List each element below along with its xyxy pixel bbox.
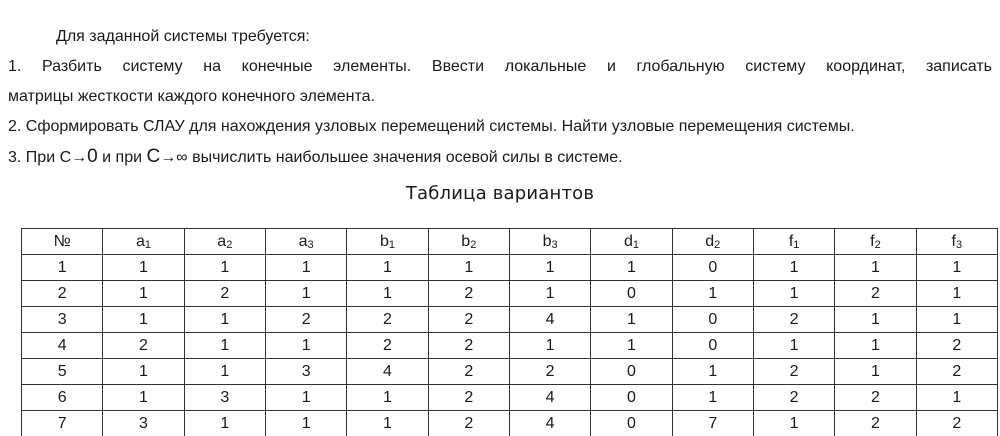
task-item-1-line-2: матрицы жесткости каждого конечного элемента. bbox=[0, 82, 992, 112]
table-cell: 1 bbox=[591, 333, 672, 359]
table-row bbox=[22, 281, 998, 307]
column-header-label: f bbox=[789, 233, 793, 250]
table-cell: 1 bbox=[591, 255, 672, 281]
table-row bbox=[22, 359, 998, 385]
table-cell: 1 bbox=[184, 359, 265, 385]
task-item-3-part-2: и при bbox=[98, 149, 147, 166]
table-cell: 3 bbox=[103, 411, 184, 436]
variant-number-cell: 1 bbox=[22, 255, 103, 281]
column-header bbox=[428, 229, 509, 255]
table-cell: 1 bbox=[835, 333, 916, 359]
column-header-label: a bbox=[136, 233, 145, 250]
table-cell: 1 bbox=[265, 385, 346, 411]
column-header-label: f bbox=[952, 233, 956, 250]
table-row bbox=[22, 255, 998, 281]
table-cell: 2 bbox=[347, 307, 428, 333]
column-header bbox=[184, 229, 265, 255]
table-cell: 1 bbox=[265, 255, 346, 281]
table-cell: 1 bbox=[753, 255, 834, 281]
table-cell: 1 bbox=[672, 385, 753, 411]
column-header bbox=[591, 229, 672, 255]
variant-number-cell: 4 bbox=[22, 333, 103, 359]
table-cell: 2 bbox=[184, 281, 265, 307]
table-cell: 2 bbox=[265, 307, 346, 333]
table-cell: 1 bbox=[184, 307, 265, 333]
column-header bbox=[22, 229, 103, 255]
variant-number-cell: 3 bbox=[22, 307, 103, 333]
table-cell: 4 bbox=[347, 359, 428, 385]
table-cell: 1 bbox=[753, 333, 834, 359]
table-cell: 0 bbox=[672, 255, 753, 281]
table-cell: 1 bbox=[265, 281, 346, 307]
table-cell: 2 bbox=[916, 359, 997, 385]
table-cell: 1 bbox=[916, 281, 997, 307]
table-cell: 1 bbox=[672, 359, 753, 385]
task-item-2: 2. Сформировать СЛАУ для нахождения узловых перемещений системы. Найти узловые перемещения системы. bbox=[0, 112, 992, 142]
table-cell: 1 bbox=[672, 281, 753, 307]
column-header-subscript: 3 bbox=[552, 239, 558, 251]
table-row bbox=[22, 411, 998, 436]
c-symbol: С bbox=[146, 146, 160, 167]
table-header-row bbox=[22, 229, 998, 255]
table-cell: 1 bbox=[916, 255, 997, 281]
table-cell: 0 bbox=[591, 359, 672, 385]
variant-number-cell: 7 bbox=[22, 411, 103, 436]
arrow-symbol: → bbox=[71, 149, 87, 166]
table-cell: 2 bbox=[835, 411, 916, 436]
table-cell: 1 bbox=[184, 411, 265, 436]
table-cell: 0 bbox=[591, 385, 672, 411]
column-header-label: f bbox=[870, 233, 874, 250]
table-cell: 1 bbox=[835, 359, 916, 385]
table-cell: 0 bbox=[672, 333, 753, 359]
column-header bbox=[509, 229, 590, 255]
table-cell: 4 bbox=[509, 385, 590, 411]
variant-number-cell: 6 bbox=[22, 385, 103, 411]
table-cell: 2 bbox=[916, 333, 997, 359]
table-cell: 1 bbox=[347, 411, 428, 436]
zero-symbol: 0 bbox=[87, 146, 98, 167]
table-cell: 1 bbox=[184, 255, 265, 281]
column-header-label: b bbox=[380, 233, 389, 250]
table-cell: 1 bbox=[347, 281, 428, 307]
column-header-label: № bbox=[54, 233, 71, 250]
task-item-1-line-1: 1. Разбить систему на конечные элементы. Ввести локальные и глобальную систему координат, записать bbox=[0, 52, 992, 82]
table-title: Таблица вариантов bbox=[0, 183, 1000, 204]
variant-number-cell: 2 bbox=[22, 281, 103, 307]
table-cell: 2 bbox=[428, 359, 509, 385]
table-cell: 4 bbox=[509, 411, 590, 436]
table-cell: 3 bbox=[265, 359, 346, 385]
table-cell: 1 bbox=[591, 307, 672, 333]
column-header bbox=[347, 229, 428, 255]
variant-number-cell: 5 bbox=[22, 359, 103, 385]
table-cell: 1 bbox=[265, 333, 346, 359]
table-cell: 2 bbox=[428, 307, 509, 333]
column-header-subscript: 2 bbox=[875, 239, 881, 251]
column-header-subscript: 1 bbox=[145, 239, 151, 251]
column-header-subscript: 3 bbox=[308, 239, 314, 251]
column-header-label: d bbox=[624, 233, 633, 250]
table-cell: 7 bbox=[672, 411, 753, 436]
table-body bbox=[22, 255, 998, 436]
column-header-label: b bbox=[461, 233, 470, 250]
table-cell: 1 bbox=[184, 333, 265, 359]
table-cell: 2 bbox=[428, 333, 509, 359]
column-header-label: d bbox=[705, 233, 714, 250]
table-cell: 2 bbox=[835, 281, 916, 307]
table-cell: 2 bbox=[509, 359, 590, 385]
table-cell: 1 bbox=[103, 385, 184, 411]
column-header bbox=[835, 229, 916, 255]
table-cell: 2 bbox=[347, 333, 428, 359]
column-header-label: a bbox=[217, 233, 226, 250]
table-cell: 1 bbox=[265, 411, 346, 436]
column-header-subscript: 2 bbox=[470, 239, 476, 251]
column-header-subscript: 1 bbox=[389, 239, 395, 251]
table-cell: 1 bbox=[753, 411, 834, 436]
column-header-subscript: 2 bbox=[714, 239, 720, 251]
arrow-symbol: → bbox=[160, 149, 176, 166]
task-item-3-part-1: 3. При С bbox=[8, 149, 71, 166]
table-cell: 1 bbox=[753, 281, 834, 307]
column-header bbox=[916, 229, 997, 255]
table-row bbox=[22, 333, 998, 359]
column-header-subscript: 3 bbox=[956, 239, 962, 251]
column-header bbox=[265, 229, 346, 255]
table-cell: 1 bbox=[347, 255, 428, 281]
column-header bbox=[103, 229, 184, 255]
table-cell: 2 bbox=[428, 385, 509, 411]
table-cell: 1 bbox=[509, 281, 590, 307]
column-header bbox=[753, 229, 834, 255]
table-cell: 0 bbox=[672, 307, 753, 333]
table-cell: 0 bbox=[591, 411, 672, 436]
table-cell: 3 bbox=[184, 385, 265, 411]
column-header-label: a bbox=[299, 233, 308, 250]
table-cell: 1 bbox=[103, 281, 184, 307]
table-cell: 1 bbox=[916, 385, 997, 411]
table-cell: 1 bbox=[509, 333, 590, 359]
table-cell: 0 bbox=[591, 281, 672, 307]
table-cell: 2 bbox=[835, 385, 916, 411]
task-item-3-part-3: вычислить наибольшее значения осевой силы в системе. bbox=[188, 149, 623, 166]
table-cell: 1 bbox=[509, 255, 590, 281]
table-cell: 2 bbox=[753, 359, 834, 385]
table-row bbox=[22, 307, 998, 333]
table-cell: 2 bbox=[428, 281, 509, 307]
table-cell: 1 bbox=[347, 385, 428, 411]
table-cell: 1 bbox=[916, 307, 997, 333]
column-header bbox=[672, 229, 753, 255]
column-header-subscript: 1 bbox=[793, 239, 799, 251]
column-header-label: b bbox=[543, 233, 552, 250]
column-header-subscript: 2 bbox=[226, 239, 232, 251]
table-cell: 1 bbox=[103, 359, 184, 385]
task-description bbox=[0, 22, 992, 173]
table-cell: 4 bbox=[509, 307, 590, 333]
table-cell: 1 bbox=[103, 307, 184, 333]
table-cell: 1 bbox=[835, 307, 916, 333]
table-cell: 2 bbox=[753, 385, 834, 411]
task-lead: Для заданной системы требуется: bbox=[0, 22, 992, 52]
table-cell: 1 bbox=[835, 255, 916, 281]
table-cell: 1 bbox=[428, 255, 509, 281]
table-row bbox=[22, 385, 998, 411]
variants-table bbox=[21, 228, 998, 436]
table-cell: 2 bbox=[103, 333, 184, 359]
table-cell: 2 bbox=[753, 307, 834, 333]
column-header-subscript: 1 bbox=[633, 239, 639, 251]
table-cell: 1 bbox=[103, 255, 184, 281]
task-item-3 bbox=[0, 142, 992, 173]
table-cell: 2 bbox=[916, 411, 997, 436]
table-cell: 2 bbox=[428, 411, 509, 436]
infinity-symbol: ∞ bbox=[176, 149, 187, 166]
